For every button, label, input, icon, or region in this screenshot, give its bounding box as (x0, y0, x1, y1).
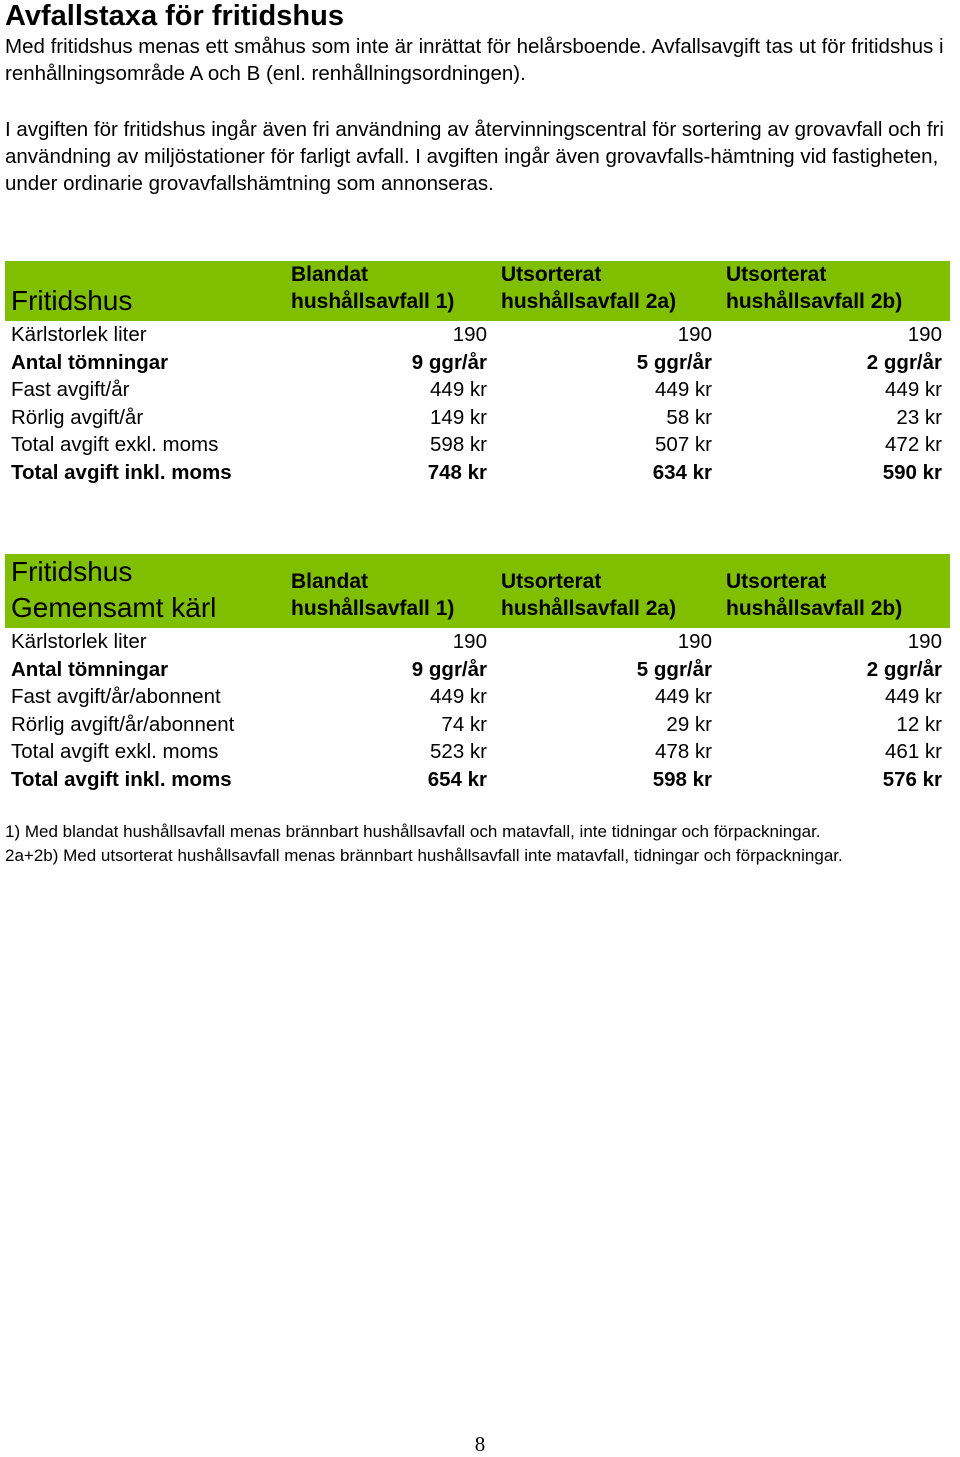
table-row (5, 349, 950, 377)
row-label: Rörlig avgift/år/abonnent (11, 712, 235, 736)
cell-value: 523 kr (430, 740, 487, 763)
cell-value: 472 kr (885, 433, 942, 456)
cell-value: 190 (677, 630, 712, 653)
cell-value: 9 ggr/år (411, 657, 487, 681)
cell-value: 5 ggr/år (636, 350, 712, 374)
cell-value: 449 kr (655, 685, 712, 708)
column-header-blandat: Blandat hushållsavfall 1) (285, 261, 495, 321)
row-label: Total avgift exkl. moms (11, 740, 219, 763)
table-row (5, 766, 950, 794)
cell-value: 478 kr (655, 740, 712, 763)
cell-value: 29 kr (666, 712, 712, 736)
table-row (5, 459, 950, 487)
cell-value: 190 (677, 323, 712, 346)
column-header-blandat: Blandat hushållsavfall 1) (285, 554, 495, 628)
table-label: Fritidshus (5, 261, 285, 321)
fritidshus-fee-table (5, 261, 950, 486)
row-label: Kärlstorlek liter (11, 323, 147, 346)
row-label: Fast avgift/år/abonnent (11, 685, 221, 708)
row-label: Fast avgift/år (11, 378, 130, 401)
row-label: Antal tömningar (11, 657, 169, 681)
row-label: Kärlstorlek liter (11, 630, 147, 653)
column-header-utsorterat-2a: Utsorterat hushållsavfall 2a) (495, 261, 720, 321)
cell-value: 449 kr (885, 378, 942, 401)
cell-value: 576 kr (882, 767, 942, 791)
table-row (5, 321, 950, 349)
table-row (5, 683, 950, 711)
row-label: Total avgift inkl. moms (11, 460, 232, 484)
cell-value: 449 kr (655, 378, 712, 401)
page-title: Avfallstaxa för fritidshus (5, 0, 344, 32)
cell-value: 461 kr (885, 740, 942, 763)
cell-value: 449 kr (430, 378, 487, 401)
row-label: Rörlig avgift/år (11, 405, 144, 429)
cell-value: 5 ggr/år (636, 657, 712, 681)
included-services-paragraph: I avgiften för fritidshus ingår även fri användning av återvinningscentral för sortering av grovavfall och fri användning av miljöstationer för farligt avfall. I avgiften ingår även grovavfalls-hämtning vid fastigheten, under ordinarie grovavfallshämtning som annonseras. (5, 118, 944, 195)
cell-value: 2 ggr/år (866, 657, 942, 681)
cell-value: 449 kr (430, 685, 487, 708)
page-number: 8 (474, 1432, 486, 1456)
cell-value: 634 kr (652, 460, 712, 484)
cell-value: 23 kr (896, 405, 942, 429)
table-row (5, 376, 950, 404)
cell-value: 9 ggr/år (411, 350, 487, 374)
footnotes (5, 820, 960, 868)
cell-value: 449 kr (885, 685, 942, 708)
column-header-utsorterat-2b: Utsorterat hushållsavfall 2b) (720, 261, 950, 321)
cell-value: 598 kr (430, 433, 487, 456)
cell-value: 190 (452, 630, 487, 653)
cell-value: 74 kr (441, 712, 487, 736)
footnote-1: 1) Med blandat hushållsavfall menas brännbart hushållsavfall och matavfall, inte tidningar och förpackningar. (5, 822, 821, 841)
footnote-2: 2a+2b) Med utsorterat hushållsavfall menas brännbart hushållsavfall inte matavfall, tidningar och förpackningar. (5, 846, 843, 865)
gemensamt-karl-fee-table (5, 554, 950, 793)
table-row (5, 711, 950, 739)
table-row (5, 628, 950, 656)
table-row (5, 738, 950, 766)
cell-value: 598 kr (652, 767, 712, 791)
table-header-row (5, 554, 950, 628)
table-row (5, 656, 950, 684)
row-label: Antal tömningar (11, 350, 169, 374)
column-header-utsorterat-2b: Utsorterat hushållsavfall 2b) (720, 554, 950, 628)
cell-value: 190 (907, 630, 942, 653)
table-label: Fritidshus Gemensamt kärl (5, 554, 285, 628)
table-row (5, 431, 950, 459)
row-label: Total avgift inkl. moms (11, 767, 232, 791)
cell-value: 654 kr (427, 767, 487, 791)
cell-value: 590 kr (882, 460, 942, 484)
row-label: Total avgift exkl. moms (11, 433, 219, 456)
cell-value: 190 (907, 323, 942, 346)
cell-value: 12 kr (896, 712, 942, 736)
table-header-row (5, 261, 950, 321)
cell-value: 507 kr (655, 433, 712, 456)
cell-value: 2 ggr/år (866, 350, 942, 374)
cell-value: 58 kr (666, 405, 712, 429)
table-row (5, 404, 950, 432)
cell-value: 190 (452, 323, 487, 346)
cell-value: 748 kr (427, 460, 487, 484)
column-header-utsorterat-2a: Utsorterat hushållsavfall 2a) (495, 554, 720, 628)
intro-paragraph: Med fritidshus menas ett småhus som inte är inrättat för helårsboende. Avfallsavgift tas ut för fritidshus i renhållningsområde A och B (enl. renhållningsordningen). (5, 35, 944, 85)
cell-value: 149 kr (430, 405, 487, 429)
